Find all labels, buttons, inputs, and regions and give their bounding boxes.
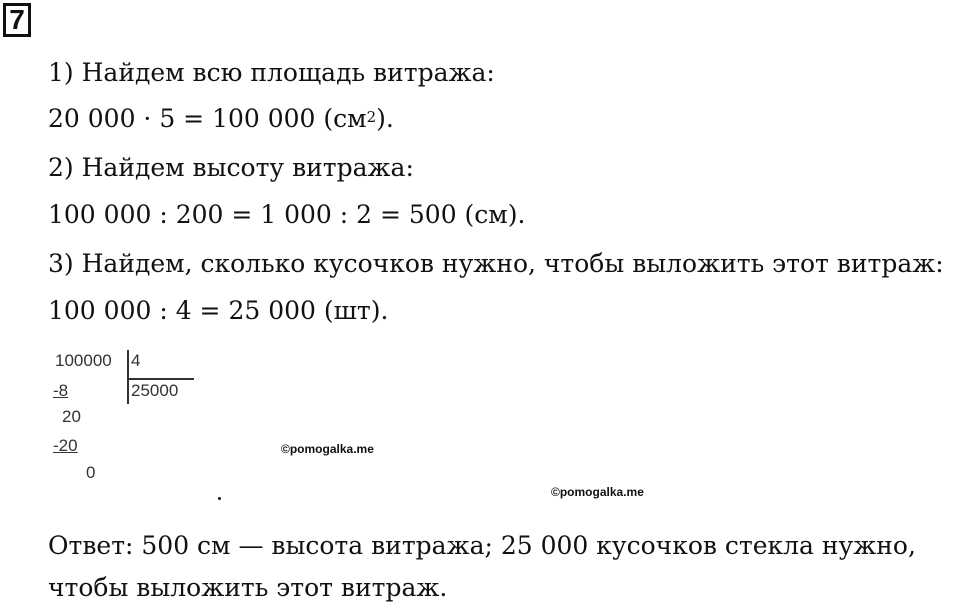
step1-heading: 1) Найдем всю площадь витража:: [48, 58, 495, 87]
step3-expression: 100 000 : 4 = 25 000 (шт).: [48, 296, 389, 325]
step2-heading: 2) Найдем высоту витража:: [48, 153, 414, 182]
division-horizontal-bar: [128, 378, 194, 380]
task-number-badge: 7: [3, 3, 31, 37]
division-quotient: 25000: [131, 381, 179, 400]
step1-expression: [48, 104, 394, 134]
watermark-2: ©pomogalka.me: [551, 485, 644, 499]
answer-line-1: Ответ: 500 см — высота витража; 25 000 кусочков стекла нужно,: [48, 531, 916, 560]
division-subtract-1: -8: [53, 381, 69, 400]
stray-dot: [218, 497, 221, 500]
division-remainder-2: 0: [86, 463, 96, 482]
division-dividend: 100000: [55, 351, 112, 370]
step2-expression: 100 000 : 200 = 1 000 : 2 = 500 (см).: [48, 200, 526, 229]
step1-expr-text: 20 000 · 5 = 100 000 (см: [48, 104, 367, 133]
division-subtract-2: -20: [53, 436, 78, 455]
answer-line-2: чтобы выложить этот витраж.: [48, 573, 448, 602]
division-vertical-bar: [127, 350, 129, 404]
step1-exponent: 2: [366, 108, 377, 126]
division-divisor: 4: [131, 351, 141, 370]
step3-heading: 3) Найдем, сколько кусочков нужно, чтобы выложить этот витраж:: [48, 249, 944, 278]
step1-expr-tail: ).: [376, 104, 394, 133]
watermark-1: ©pomogalka.me: [281, 442, 374, 456]
division-remainder-1: 20: [62, 407, 81, 426]
